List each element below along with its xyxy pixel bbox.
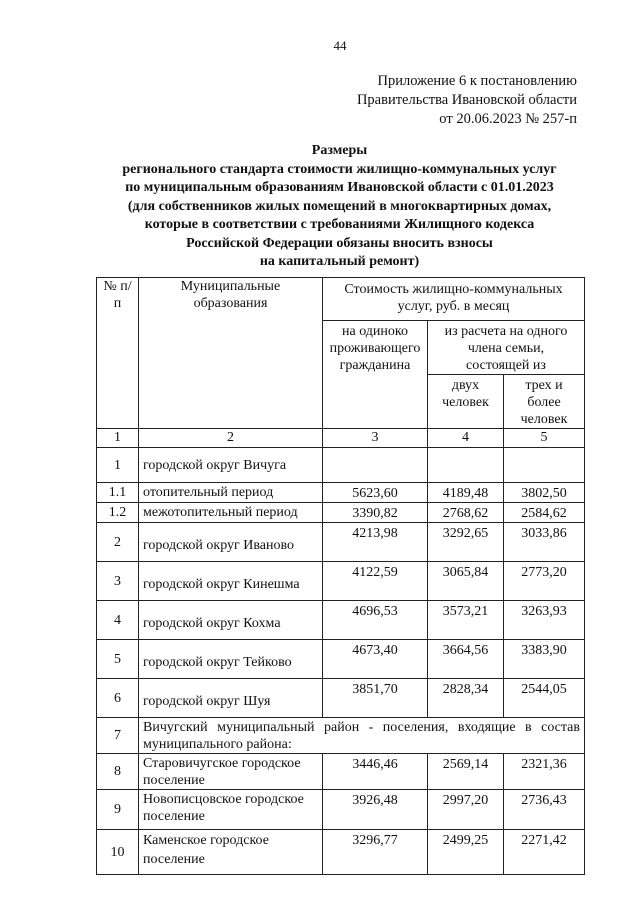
value-three <box>504 448 585 483</box>
value-single <box>323 448 428 483</box>
table-row <box>97 601 585 640</box>
column-number: 3 <box>323 429 428 448</box>
row-name: Каменское городское поселение <box>139 830 323 875</box>
value-single: 4673,40 <box>323 640 428 679</box>
title-line: Российской Федерации обязаны вносить взносы <box>186 235 493 251</box>
row-name: городской округ Тейково <box>139 640 323 679</box>
row-number: 4 <box>97 601 139 640</box>
value-two: 2768,62 <box>428 503 504 523</box>
value-three: 3033,86 <box>504 523 585 562</box>
row-number: 10 <box>97 830 139 875</box>
table-row <box>97 562 585 601</box>
column-number: 5 <box>504 429 585 448</box>
row-number: 1.1 <box>97 483 139 503</box>
value-two: 2997,20 <box>428 790 504 830</box>
row-name: отопительный период <box>139 483 323 503</box>
value-single: 3296,77 <box>323 830 428 875</box>
value-three: 3802,50 <box>504 483 585 503</box>
value-three: 2736,43 <box>504 790 585 830</box>
row-name: городской округ Шуя <box>139 679 323 718</box>
title-line: Размеры <box>311 143 368 158</box>
title-line: (для собственников жилых помещений в многоквартирных домах, <box>127 198 552 214</box>
value-single: 3446,46 <box>323 754 428 790</box>
value-two: 2499,25 <box>428 830 504 875</box>
row-number: 1 <box>97 448 139 483</box>
header-two: двух человек <box>428 375 504 429</box>
row-number: 3 <box>97 562 139 601</box>
table-row <box>97 523 585 562</box>
row-name: Новописцовское городское поселение <box>139 790 323 830</box>
row-number: 9 <box>97 790 139 830</box>
value-two: 4189,48 <box>428 483 504 503</box>
value-three: 2321,36 <box>504 754 585 790</box>
column-number: 4 <box>428 429 504 448</box>
row-name: городской округ Вичуга <box>139 448 323 483</box>
value-two: 3664,56 <box>428 640 504 679</box>
row-number: 5 <box>97 640 139 679</box>
page-number: 44 <box>333 38 347 53</box>
annex-reference <box>357 72 577 129</box>
value-three: 2584,62 <box>504 503 585 523</box>
table-row <box>97 640 585 679</box>
value-single: 3851,70 <box>323 679 428 718</box>
value-two <box>428 448 504 483</box>
value-two: 2569,14 <box>428 754 504 790</box>
row-number: 6 <box>97 679 139 718</box>
table-row <box>97 448 585 483</box>
header-cost: Стоимость жилищно-коммунальных услуг, руб. в месяц <box>323 278 585 321</box>
value-single: 4213,98 <box>323 523 428 562</box>
table-row <box>97 679 585 718</box>
row-name: Вичугский муниципальный район - поселения, входящие в состав муниципального района: <box>139 718 585 754</box>
title-line: регионального стандарта стоимости жилищно-коммунальных услуг <box>122 161 557 177</box>
header-per-member: из расчета на одного члена семьи, состоящей из <box>428 321 585 375</box>
value-single: 5623,60 <box>323 483 428 503</box>
value-three: 2773,20 <box>504 562 585 601</box>
column-number: 1 <box>97 429 139 448</box>
value-single: 3390,82 <box>323 503 428 523</box>
header-num: № п/п <box>97 278 139 429</box>
row-name: городской округ Иваново <box>139 523 323 562</box>
table-row <box>97 483 585 503</box>
value-single: 3926,48 <box>323 790 428 830</box>
row-number: 8 <box>97 754 139 790</box>
value-single: 4122,59 <box>323 562 428 601</box>
table-row <box>97 754 585 790</box>
row-number: 7 <box>97 718 139 754</box>
row-number: 1.2 <box>97 503 139 523</box>
header-municipality: Муниципальные образования <box>139 278 323 429</box>
table-row <box>97 718 585 754</box>
header-single: на одиноко проживающего гражданина <box>323 321 428 429</box>
value-two: 3292,65 <box>428 523 504 562</box>
column-number: 2 <box>139 429 323 448</box>
table-row <box>97 503 585 523</box>
value-two: 3065,84 <box>428 562 504 601</box>
row-name: городской округ Кинешма <box>139 562 323 601</box>
header-three: трех и более человек <box>504 375 585 429</box>
annex-line: от 20.06.2023 № 257-п <box>439 111 577 127</box>
annex-line: Приложение 6 к постановлению <box>377 73 577 89</box>
table-row <box>97 790 585 830</box>
value-single: 4696,53 <box>323 601 428 640</box>
value-three: 2544,05 <box>504 679 585 718</box>
row-name: межотопительный период <box>139 503 323 523</box>
table-row <box>97 830 585 875</box>
document-title <box>96 142 583 272</box>
cost-table <box>96 277 585 875</box>
row-name: городской округ Кохма <box>139 601 323 640</box>
annex-line: Правительства Ивановской области <box>356 92 577 108</box>
value-three: 2271,42 <box>504 830 585 875</box>
value-two: 2828,34 <box>428 679 504 718</box>
value-three: 3383,90 <box>504 640 585 679</box>
title-line: на капитальный ремонт) <box>259 254 420 269</box>
value-three: 3263,93 <box>504 601 585 640</box>
row-number: 2 <box>97 523 139 562</box>
value-two: 3573,21 <box>428 601 504 640</box>
row-name: Старовичугское городское поселение <box>139 754 323 790</box>
title-line: которые в соответствии с требованиями Жилищного кодекса <box>144 217 535 232</box>
title-line: по муниципальным образованиям Ивановской области с 01.01.2023 <box>125 180 554 195</box>
